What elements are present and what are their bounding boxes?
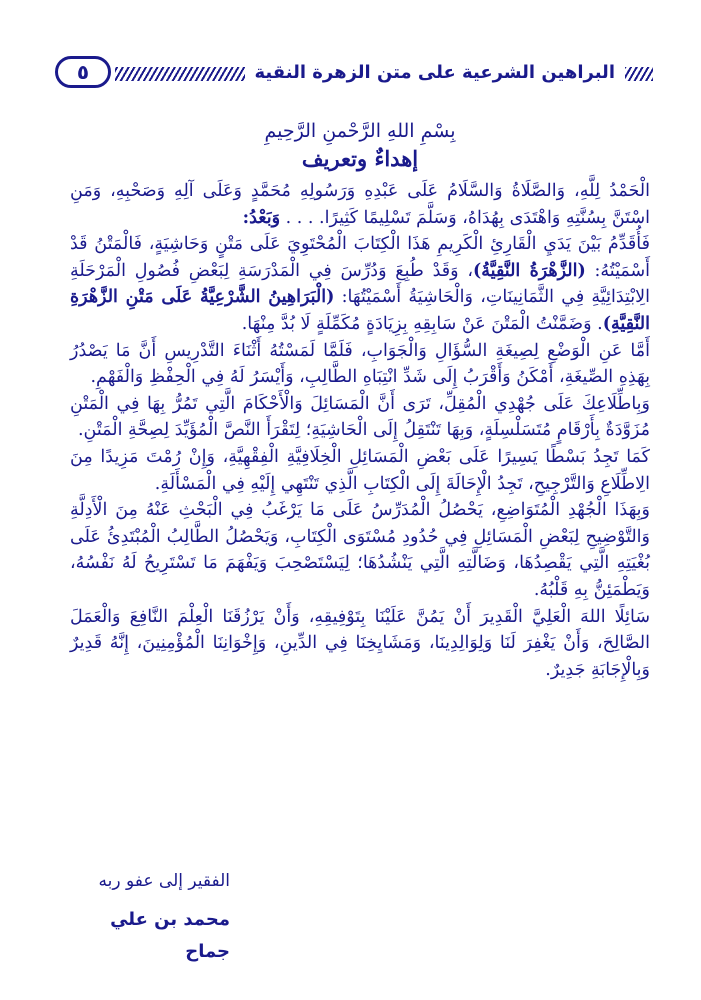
signoff <box>70 866 230 968</box>
paragraph-5: كَمَا تَجِدُ بَسْطًا يَسِيرًا عَلَى بَعْضِ الْمَسَائِلِ الْخِلَافِيَّةِ الْفِقْهِيَّةِ، وَإِنْ رُمْتَ مَزِيدًا مِنَ الِاطِّلَاعِ وَالتَّرْجِيحِ، تَجِدُ الْإِحَالَةَ إِلَى الْكِتَابِ الَّذِي تَنْتَهِي إِلَيْهِ فِي الْمَسْأَلَةِ. <box>70 446 650 494</box>
paragraph-1-text: الْحَمْدُ لِلَّهِ، وَالصَّلَاةُ وَالسَّلَامُ عَلَى عَبْدِهِ وَرَسُولِهِ مُحَمَّدٍ وَعَلَى آلِهِ وَصَحْبِهِ، وَمَنِ اسْتَنَّ بِسُنَّتِهِ وَاهْتَدَى بِهُدَاهُ، وَسَلَّمَ تَسْلِيمًا كَثِيرًا. . . . <box>70 181 650 228</box>
paragraph-2-part-1: فَأُقَدِّمُ بَيْنَ يَدَيِ الْقَارِئِ الْكَرِيمِ هَذَا الْكِتَابَ الْمُحْتَوِيَ عَلَى مَتْنٍ وَحَاشِيَةٍ، فَالْمَتْنُ قَدْ أَسْمَيْتُهُ: <box>70 234 651 281</box>
page-number: ٥ <box>55 56 111 88</box>
paragraph-7: سَائِلًا اللهَ الْعَلِيَّ الْقَدِيرَ أَنْ يَمُنَّ عَلَيْنَا بِتَوْفِيقِهِ، وَأَنْ يَرْزُقَنَا الْعِلْمَ النَّافِعَ وَالْعَمَلَ الصَّالِحَ، وَأَنْ يَغْفِرَ لَنَا وَلِوَالِدِينَا، وَمَشَايِخِنَا فِي الدِّينِ، وَإِخْوَانِنَا الْمُؤْمِنِينَ، إِنَّهُ قَدِيرٌ وَبِالْإِجَابَةِ جَدِيرٌ. <box>70 606 650 680</box>
book-name-hashiya: (الْبَرَاهِينُ الشَّرْعِيَّةُ عَلَى مَتْنِ الزَّهْرَةِ النَّقِيَّةِ) <box>70 287 650 334</box>
signoff-line: الفقير إلى عفو ربه <box>98 871 230 891</box>
paragraph-2-part-5: . وَضَمَّنْتُ الْمَتْنَ عَنْ سَابِقِهِ بِزِيَادَةٍ مُكَمِّلَةٍ لَا بُدَّ مِنْهَا. <box>241 313 603 334</box>
header-title: البراهين الشرعية على متن الزهرة النقية <box>245 58 625 88</box>
running-header <box>55 58 653 88</box>
paragraph-3: أَمَّا عَنِ الْوَضْعِ لِصِيغَةِ السُّؤَالِ وَالْجَوَابِ، فَلَمَّا لَمَسْتُهُ أَثْنَاءَ التَّدْرِيسِ أَنَّ مَا يَصْدُرُ بِهَذِهِ الصِّيغَةِ، أَمْكَنُ وَأَقْرَبُ إِلَى شَدِّ انْتِبَاهِ الطَّالِبِ، وَأَيْسَرُ لَهُ فِي الْحِفْظِ وَالْفَهْمِ. <box>70 340 650 388</box>
paragraph-1 <box>70 178 650 231</box>
paragraph-6: وَبِهَذَا الْجُهْدِ الْمُتَوَاضِعِ، يَحْصُلُ الْمُدَرِّسُ عَلَى مَا يَرْغَبُ فِي الْبَحْثِ عَنْهُ مِنَ الْأَدِلَّةِ وَالتَّوْضِيحِ لِبَعْضِ الْمَسَائِلِ فِي حُدُودِ مُسْتَوَى الْكِتَابِ، وَيَحْصُلُ الطَّالِبُ الْمُبْتَدِئُ عَلَى بُغْيَتِهِ الَّتِي يَقْصِدُهَا، وَضَالَّتِهِ الَّتِي يَنْشُدُهَا؛ لِيَسْتَصْحِبَ وَيَفْهَمَ مَا تَسْتَرِيحُ لَهُ نَفْسُهُ، وَيَطْمَئِنُّ بِهِ قَلْبُهُ. <box>70 500 650 600</box>
header-cap-ornament <box>631 67 653 81</box>
book-name-matn: (الزَّهْرَةُ النَّقِيَّةُ) <box>473 260 586 281</box>
paragraph-2 <box>70 231 650 337</box>
author-name: محمد بن علي جماح <box>110 909 230 962</box>
body-text <box>70 118 650 683</box>
paragraph-2-part-3: ، وَقَدْ طُبِعَ وَدُرِّسَ فِي الْمَدْرَسَةِ لِبَعْضِ فُصُولِ الْمَرْحَلَةِ الِابْتِدَائِيَّةِ فِي الثَّمَانِينَاتِ، وَالْحَاشِيَةُ أَسْمَيْتُهَا: <box>70 260 651 308</box>
paragraph-1-bold-tail: وَبَعْدُ: <box>242 207 281 228</box>
paragraph-4: وَبِاطِّلَاعِكَ عَلَى جُهْدِي الْمُقِلِّ، تَرَى أَنَّ الْمَسَائِلَ وَالْأَحْكَامَ الَّتِي تَمُرُّ بِهَا فِي الْمَتْنِ مُزَوَّدَةٌ بِأَرْقَامٍ مُتَسَلْسِلَةٍ، وَبِهَا تَنْتَقِلُ إِلَى الْحَاشِيَةِ؛ لِتَقْرَأَ النَّصَّ الْمُؤَيِّدَ لِصِحَّةِ الْمَتْنِ. <box>70 393 650 441</box>
page-title: إهداءٌ وتعريف <box>301 146 419 171</box>
basmala: بِسْمِ اللهِ الرَّحْمنِ الرَّحِيمِ <box>264 120 456 142</box>
